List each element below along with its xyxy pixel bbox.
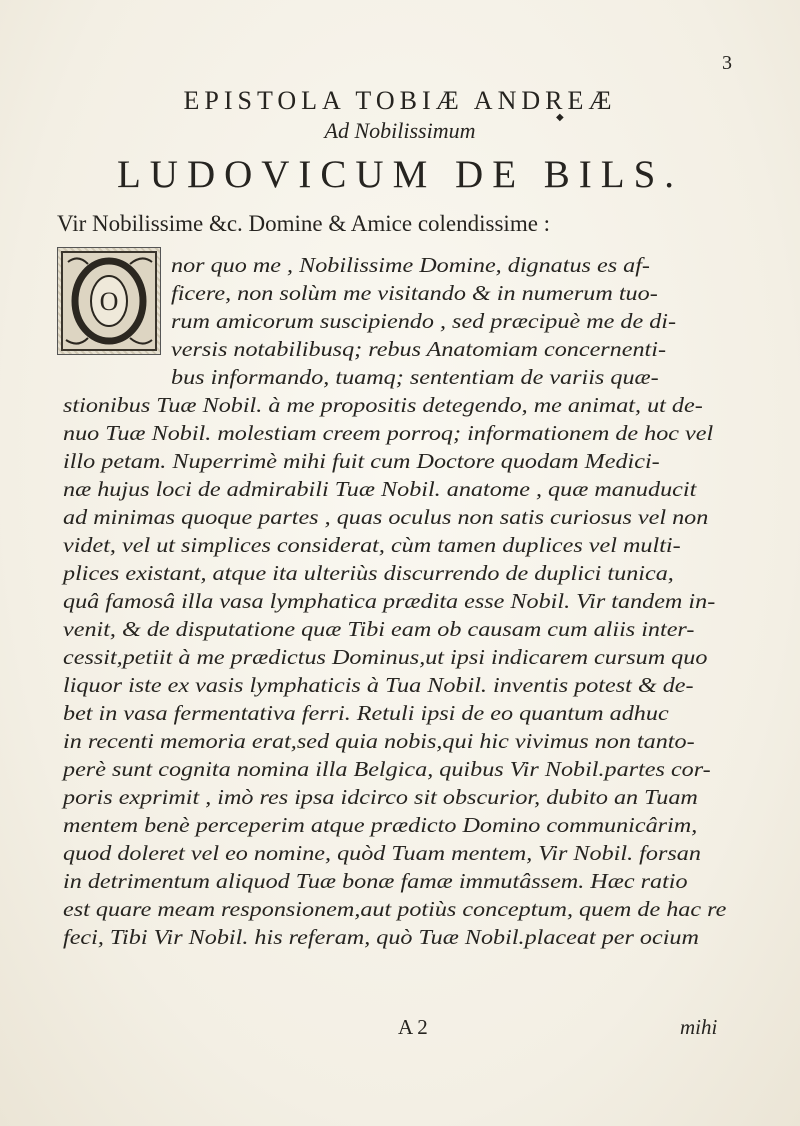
text-line: nor quo me , Nobilissime Domine, dignatus es af- <box>171 253 650 277</box>
text-line: næ hujus loci de admirabili Tuæ Nobil. anatome , quæ manuducit <box>63 477 697 501</box>
salutation: Vir Nobilissime &c. Domine & Amice colendissime : <box>57 211 551 236</box>
text-line: stionibus Tuæ Nobil. à me propositis detegendo, me animat, ut de- <box>63 393 703 417</box>
text-line: quâ famosâ illa vasa lymphatica prædita esse Nobil. Vir tandem in- <box>63 589 716 613</box>
text-line: rum amicorum suscipiendo , sed præcipuè me de di- <box>171 309 677 333</box>
text-line: est quare meam responsionem,aut potiùs conceptum, quem de hac re <box>63 897 727 921</box>
catchword: mihi <box>680 1015 718 1039</box>
text-line: quod doleret vel eo nomine, quòd Tuam mentem, Vir Nobil. forsan <box>63 841 701 865</box>
dedication-line: Ad Nobilissimum <box>324 118 476 143</box>
epistle-title: EPISTOLA TOBIÆ ANDREÆ <box>183 86 617 115</box>
text-line: ad minimas quoque partes , quas oculus non satis curiosus vel non <box>63 505 709 529</box>
decorated-initial-icon <box>58 248 160 354</box>
text-line: illo petam. Nuperrimè mihi fuit cum Doctore quodam Medici- <box>63 449 660 473</box>
text-line: videt, vel ut simplices considerat, cùm tamen duplices vel multi- <box>63 533 681 557</box>
text-line: mentem benè perceperim atque prædicto Domino communicârim, <box>63 813 698 837</box>
text-line: cessit,petiit à me prædictus Dominus,ut ipsi indicarem cursum quo <box>63 645 708 669</box>
addressee-name: LUDOVICUM DE BILS. <box>116 153 684 196</box>
decorated-initial <box>57 247 161 355</box>
text-line: poris exprimit , imò res ipsa idcirco sit obscurior, dubito an Tuam <box>63 785 698 809</box>
text-line: venit, & de disputatione quæ Tibi eam ob causam cum aliis inter- <box>63 617 695 641</box>
text-line: bet in vasa fermentativa ferri. Retuli ipsi de eo quantum adhuc <box>63 701 669 725</box>
text-line: bus informando, tuamq; sententiam de variis quæ- <box>171 365 659 389</box>
text-line: versis notabilibusq; rebus Anatomiam concernenti- <box>171 337 667 361</box>
page-number: 3 <box>722 52 732 74</box>
signature-mark: A 2 <box>398 1015 428 1039</box>
text-line: feci, Tibi Vir Nobil. his referam, quò Tuæ Nobil.placeat per ocium <box>63 925 699 949</box>
text-line: nuo Tuæ Nobil. molestiam creem porroq; informationem de hoc vel <box>63 421 714 445</box>
initial-letter: O <box>99 287 119 316</box>
text-line: plices existant, atque ita ulteriùs discurrendo de duplici tunica, <box>63 561 674 585</box>
text-line: in recenti memoria erat,sed quia nobis,qui hic vivimus non tanto- <box>63 729 695 753</box>
text-line: liquor iste ex vasis lymphaticis à Tua Nobil. inventis potest & de- <box>63 673 694 697</box>
text-line: ficere, non solùm me visitando & in numerum tuo- <box>171 281 658 305</box>
text-line: in detrimentum aliquod Tuæ bonæ famæ immutâssem. Hæc ratio <box>63 869 688 893</box>
text-line: perè sunt cognita nomina illa Belgica, quibus Vir Nobil.partes cor- <box>63 757 711 781</box>
ornament-icon: ◆ <box>556 112 564 123</box>
